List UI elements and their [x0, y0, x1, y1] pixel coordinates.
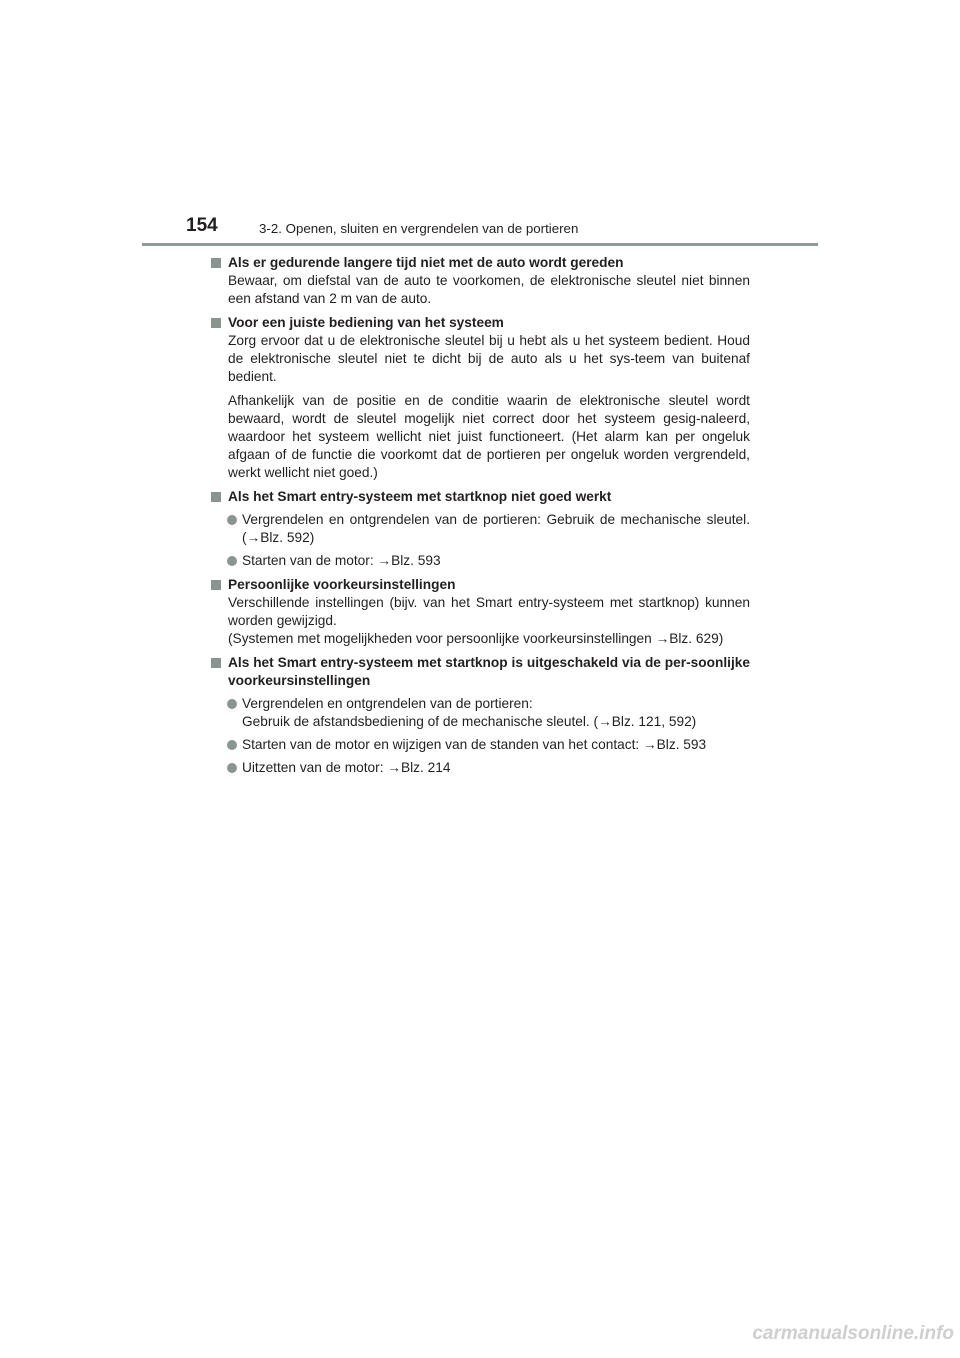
page-content: [210, 254, 750, 777]
section-heading: Persoonlijke voorkeursinstellingen: [210, 576, 750, 594]
square-bullet-icon: [211, 318, 221, 328]
section-heading: Voor een juiste bediening van het systeem: [210, 314, 750, 332]
square-bullet-icon: [211, 258, 221, 268]
list-item: Starten van de motor en wijzigen van de standen van het contact: →Blz. 593: [210, 736, 750, 754]
list-item: Vergrendelen en ontgrendelen van de portieren: Gebruik de afstandsbediening of de mechanische sleutel. (→Blz. 121, 592): [210, 695, 750, 731]
paragraph: Afhankelijk van de positie en de conditie waarin de elektronische sleutel wordt bewaard, wordt de sleutel mogelijk niet correct door het systeem gesig-naleerd, waardoor het systeem wellicht niet juist functioneert. (Het alarm kan per ongeluk afgaan of de functie die voorkomt dat de portieren per ongeluk worden vergrendeld, werkt wellicht niet goed.): [228, 393, 750, 480]
page-header: [186, 215, 826, 241]
page-number: 154: [186, 215, 218, 236]
list-item: Starten van de motor: →Blz. 593: [210, 552, 750, 570]
circle-bullet-icon: [227, 556, 237, 566]
paragraph: Verschillende instellingen (bijv. van het Smart entry-systeem met startknop) kunnen worden gewijzigd. (Systemen met mogelijkheden voor persoonlijke voorkeursinstellingen →Blz. 629): [228, 595, 750, 646]
section-heading: Als het Smart entry-systeem met startknop niet goed werkt: [210, 488, 750, 506]
section-heading: Als er gedurende langere tijd niet met de auto wordt gereden: [210, 254, 750, 272]
watermark: carmanualsonline.info: [752, 1323, 954, 1344]
section-title: 3-2. Openen, sluiten en vergrendelen van de portieren: [259, 221, 579, 236]
circle-bullet-icon: [227, 515, 237, 525]
square-bullet-icon: [211, 580, 221, 590]
list-item: Vergrendelen en ontgrendelen van de portieren: Gebruik de mechanische sleutel. (→Blz. 592): [210, 511, 750, 547]
section-heading: Als het Smart entry-systeem met startknop is uitgeschakeld via de per-soonlijke voorkeursinstellingen: [210, 654, 750, 690]
paragraph: Zorg ervoor dat u de elektronische sleutel bij u hebt als u het systeem bedient. Houd de elektronische sleutel niet te dicht bij de auto als u het sys-teem van buitenaf bedient.: [228, 333, 750, 384]
paragraph: Bewaar, om diefstal van de auto te voorkomen, de elektronische sleutel niet binnen een afstand van 2 m van de auto.: [228, 273, 750, 306]
list-item: Uitzetten van de motor: →Blz. 214: [210, 759, 750, 777]
header-rule: [142, 243, 818, 246]
square-bullet-icon: [211, 658, 221, 668]
circle-bullet-icon: [227, 740, 237, 750]
circle-bullet-icon: [227, 763, 237, 773]
square-bullet-icon: [211, 492, 221, 502]
circle-bullet-icon: [227, 699, 237, 709]
